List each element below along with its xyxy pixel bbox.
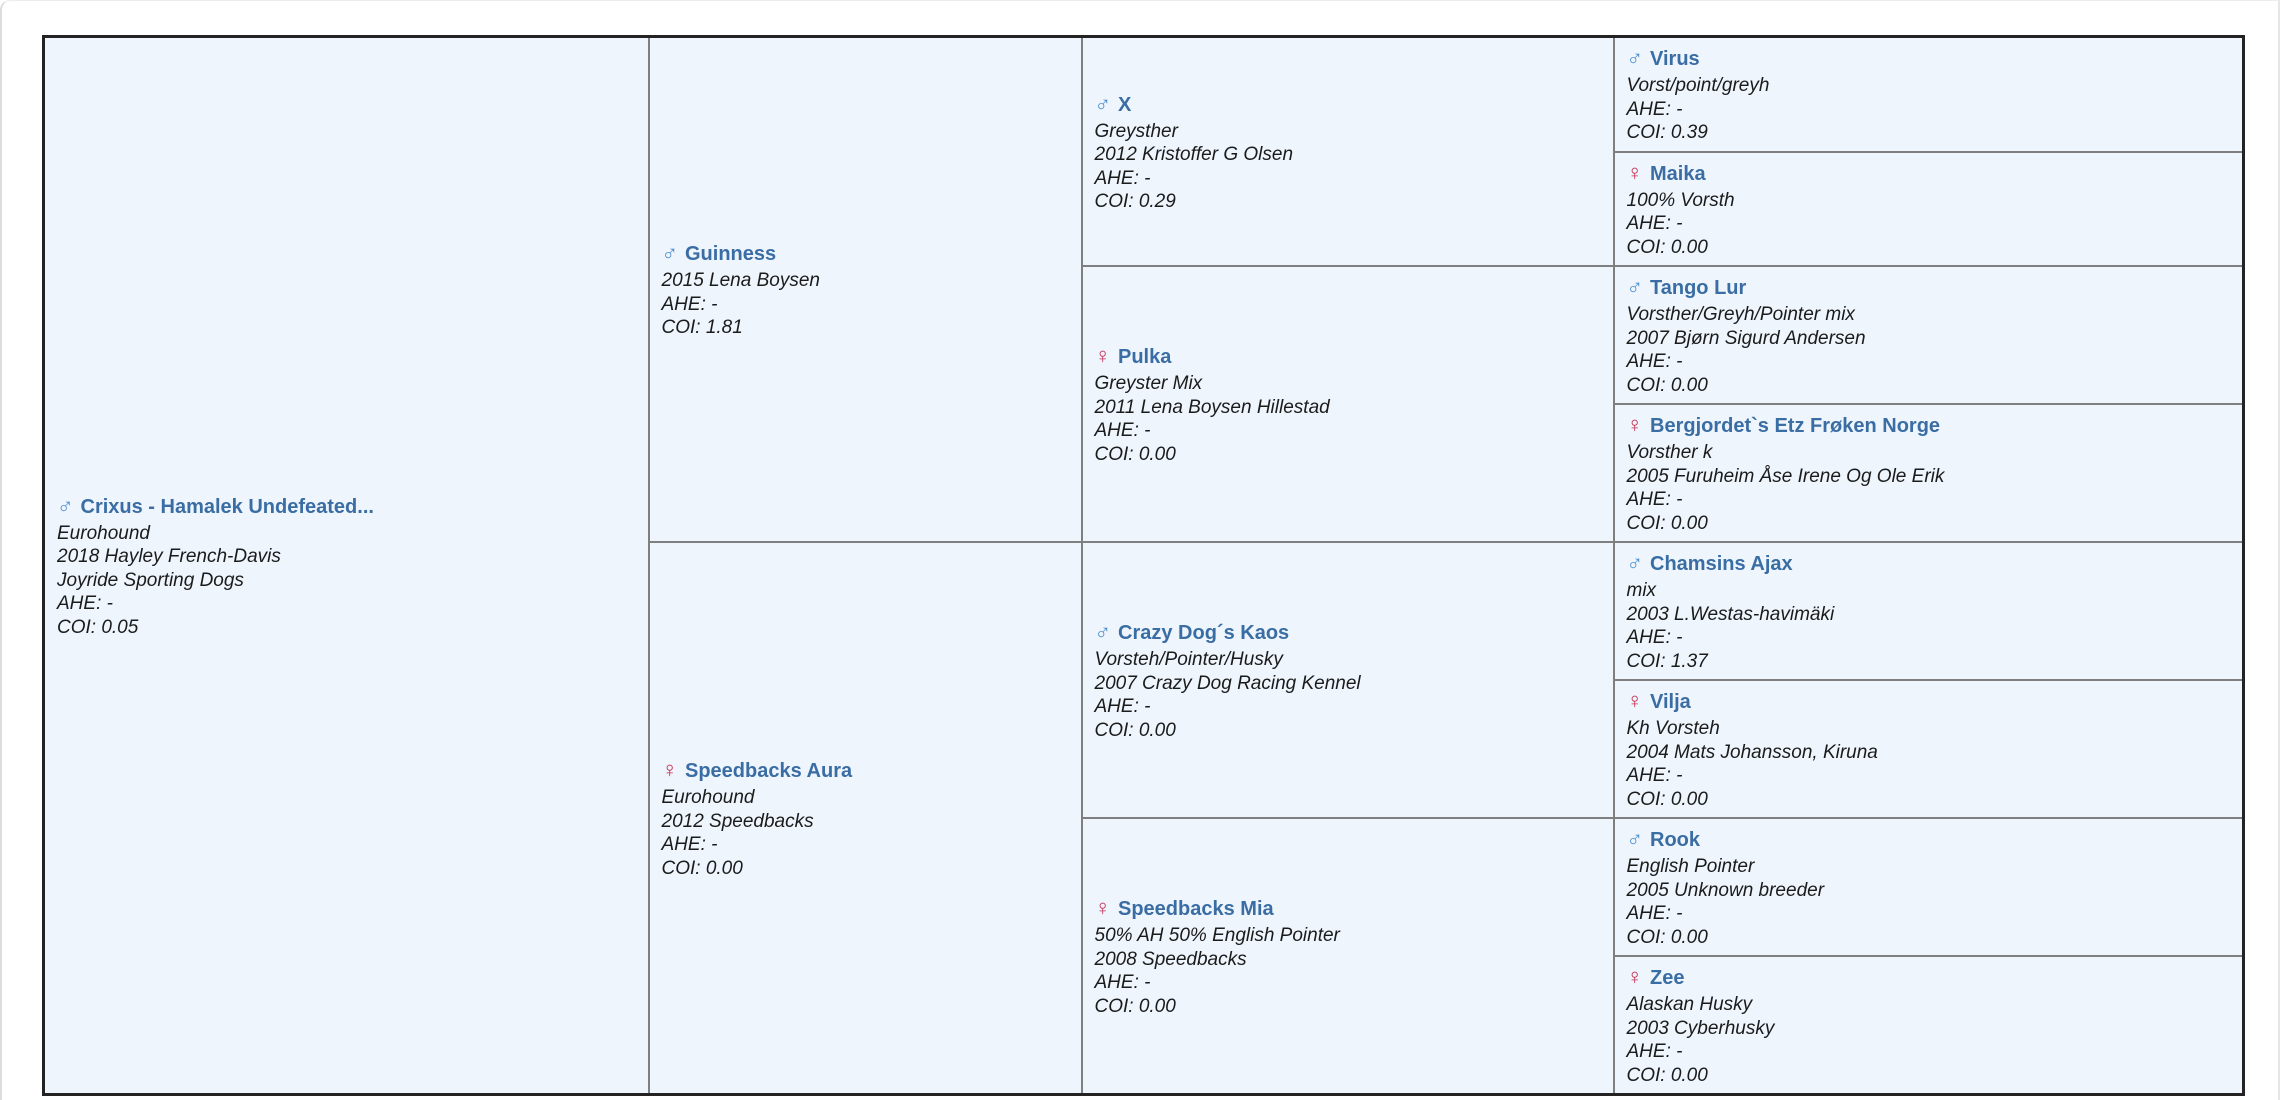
pedigree-cell-gen4-5 xyxy=(1614,542,2244,680)
ahe-line: AHE: - xyxy=(1094,696,1151,717)
coi-line: COI: 1.81 xyxy=(661,317,743,339)
year-breeder-line: 2012 Kristoffer G Olsen xyxy=(1094,144,1294,165)
dog-name-link[interactable]: Speedbacks Aura xyxy=(685,760,853,782)
dog-name-link[interactable]: X xyxy=(1118,93,1132,116)
breed-line: Vorsther/Greyh/Pointer mix xyxy=(1626,304,1855,325)
ahe-line: AHE: - xyxy=(57,593,113,615)
pedigree-cell-dam xyxy=(649,542,1082,1095)
ahe-line: AHE: - xyxy=(1626,489,1683,510)
female-icon: ♀ xyxy=(1094,895,1111,920)
pedigree-cell-sire xyxy=(649,37,1082,543)
ahe-line: AHE: - xyxy=(1094,972,1151,993)
year-breeder-line: 2007 Crazy Dog Racing Kennel xyxy=(1094,672,1361,694)
year-breeder-line: 2007 Bjørn Sigurd Andersen xyxy=(1626,327,1866,349)
ahe-line: AHE: - xyxy=(1626,627,1683,648)
coi-line: COI: 0.00 xyxy=(1626,236,1708,258)
male-icon: ♂ xyxy=(1094,90,1111,116)
year-breeder-line: 2018 Hayley French-Davis xyxy=(57,546,281,568)
male-icon: ♂ xyxy=(1626,274,1643,299)
ahe-line: AHE: - xyxy=(1626,903,1683,924)
year-breeder-line: 2012 Speedbacks xyxy=(661,810,814,832)
pedigree-cell-dam-sire xyxy=(1082,542,1614,818)
female-icon: ♀ xyxy=(1626,412,1643,437)
female-icon: ♀ xyxy=(1094,343,1111,368)
ahe-line: AHE: - xyxy=(661,834,718,855)
ahe-line: AHE: - xyxy=(1626,1041,1683,1062)
ahe-line: AHE: - xyxy=(1094,420,1151,441)
year-breeder-line: 2003 L.Westas-havimäki xyxy=(1626,603,1835,625)
breed-line: English Pointer xyxy=(1626,856,1755,877)
breed-line: Alaskan Husky xyxy=(1626,994,1753,1015)
coi-line: COI: 0.00 xyxy=(1094,719,1176,741)
ahe-line: AHE: - xyxy=(1626,351,1683,372)
breed-line: mix xyxy=(1626,580,1657,601)
male-icon: ♂ xyxy=(1626,550,1643,575)
pedigree-cell-gen4-2 xyxy=(1614,152,2244,267)
coi-line: COI: 0.39 xyxy=(1626,122,1708,143)
dog-name-link[interactable]: Crixus - Hamalek Undefeated... xyxy=(80,495,374,518)
coi-line: COI: 0.00 xyxy=(1626,1064,1708,1086)
breed-line: Kh Vorsteh xyxy=(1626,718,1720,739)
coi-line: COI: 0.29 xyxy=(1094,191,1176,212)
female-icon: ♀ xyxy=(1626,964,1643,989)
dog-name-link[interactable]: Pulka xyxy=(1118,346,1172,368)
year-breeder-line: 2005 Furuheim Åse Irene Og Ole Erik xyxy=(1626,465,1945,487)
year-breeder-line: 2004 Mats Johansson, Kiruna xyxy=(1626,741,1878,763)
ahe-line: AHE: - xyxy=(1626,98,1683,120)
ahe-line: AHE: - xyxy=(661,293,718,315)
year-breeder-line: 2005 Unknown breeder xyxy=(1626,879,1825,901)
ahe-line: AHE: - xyxy=(1626,765,1683,786)
coi-line: COI: 1.37 xyxy=(1626,650,1708,672)
pedigree-table xyxy=(42,35,2245,1096)
dog-name-link[interactable]: Guinness xyxy=(685,243,777,266)
male-icon: ♂ xyxy=(57,492,74,518)
pedigree-cell-gen4-6 xyxy=(1614,680,2244,818)
male-icon: ♂ xyxy=(661,240,678,266)
dog-name-link[interactable]: Tango Lur xyxy=(1650,277,1747,299)
pedigree-cell-sire-sire xyxy=(1082,37,1614,267)
year-breeder-line: 2003 Cyberhusky xyxy=(1626,1017,1775,1039)
male-icon: ♂ xyxy=(1626,45,1643,70)
coi-line: COI: 0.00 xyxy=(1094,443,1176,465)
dog-name-link[interactable]: Bergjordet`s Etz Frøken Norge xyxy=(1650,415,1941,437)
dog-name-link[interactable]: Maika xyxy=(1650,162,1706,185)
ahe-line: AHE: - xyxy=(1626,213,1683,234)
coi-line: COI: 0.00 xyxy=(1626,374,1708,396)
coi-line: COI: 0.00 xyxy=(1626,926,1708,948)
breed-line: Vorsteh/Pointer/Husky xyxy=(1094,649,1283,670)
pedigree-cell-gen4-8 xyxy=(1614,956,2244,1095)
year-breeder-line: 2008 Speedbacks xyxy=(1094,948,1247,970)
pedigree-cell-sire-dam xyxy=(1082,266,1614,542)
breed-line: Eurohound xyxy=(57,522,150,544)
coi-line: COI: 0.00 xyxy=(1626,512,1708,534)
dog-name-link[interactable]: Vilja xyxy=(1650,691,1691,713)
breed-line: 100% Vorsth xyxy=(1626,189,1735,211)
pedigree-cell-gen4-4 xyxy=(1614,404,2244,542)
pedigree-cell-subject xyxy=(44,37,649,1095)
dog-name-link[interactable]: Chamsins Ajax xyxy=(1650,553,1793,575)
female-icon: ♀ xyxy=(1626,688,1643,713)
year-breeder-line: 2015 Lena Boysen xyxy=(661,270,820,292)
dog-name-link[interactable]: Zee xyxy=(1650,967,1685,989)
breed-line: Greysther xyxy=(1094,120,1178,142)
female-icon: ♀ xyxy=(1626,159,1643,185)
breed-line: Greyster Mix xyxy=(1094,373,1203,394)
pedigree-cell-gen4-7 xyxy=(1614,818,2244,956)
pedigree-cell-gen4-1 xyxy=(1614,37,2244,152)
female-icon: ♀ xyxy=(661,757,678,782)
dog-name-link[interactable]: Rook xyxy=(1650,829,1700,851)
kennel-line: Joyride Sporting Dogs xyxy=(57,569,244,591)
breed-line: Vorsther k xyxy=(1626,442,1713,463)
dog-name-link[interactable]: Virus xyxy=(1650,48,1700,70)
year-breeder-line: 2011 Lena Boysen Hillestad xyxy=(1094,396,1330,418)
dog-name-link[interactable]: Crazy Dog´s Kaos xyxy=(1118,622,1290,644)
coi-line: COI: 0.05 xyxy=(57,616,139,638)
pedigree-cell-gen4-3 xyxy=(1614,266,2244,404)
dog-name-link[interactable]: Speedbacks Mia xyxy=(1118,898,1274,920)
coi-line: COI: 0.00 xyxy=(661,857,743,879)
coi-line: COI: 0.00 xyxy=(1094,995,1176,1017)
male-icon: ♂ xyxy=(1626,826,1643,851)
male-icon: ♂ xyxy=(1094,619,1111,644)
breed-line: 50% AH 50% English Pointer xyxy=(1094,925,1340,946)
coi-line: COI: 0.00 xyxy=(1626,788,1708,810)
ahe-line: AHE: - xyxy=(1094,167,1151,189)
breed-line: Vorst/point/greyh xyxy=(1626,75,1770,96)
breed-line: Eurohound xyxy=(661,787,755,808)
pedigree-cell-dam-dam xyxy=(1082,818,1614,1095)
